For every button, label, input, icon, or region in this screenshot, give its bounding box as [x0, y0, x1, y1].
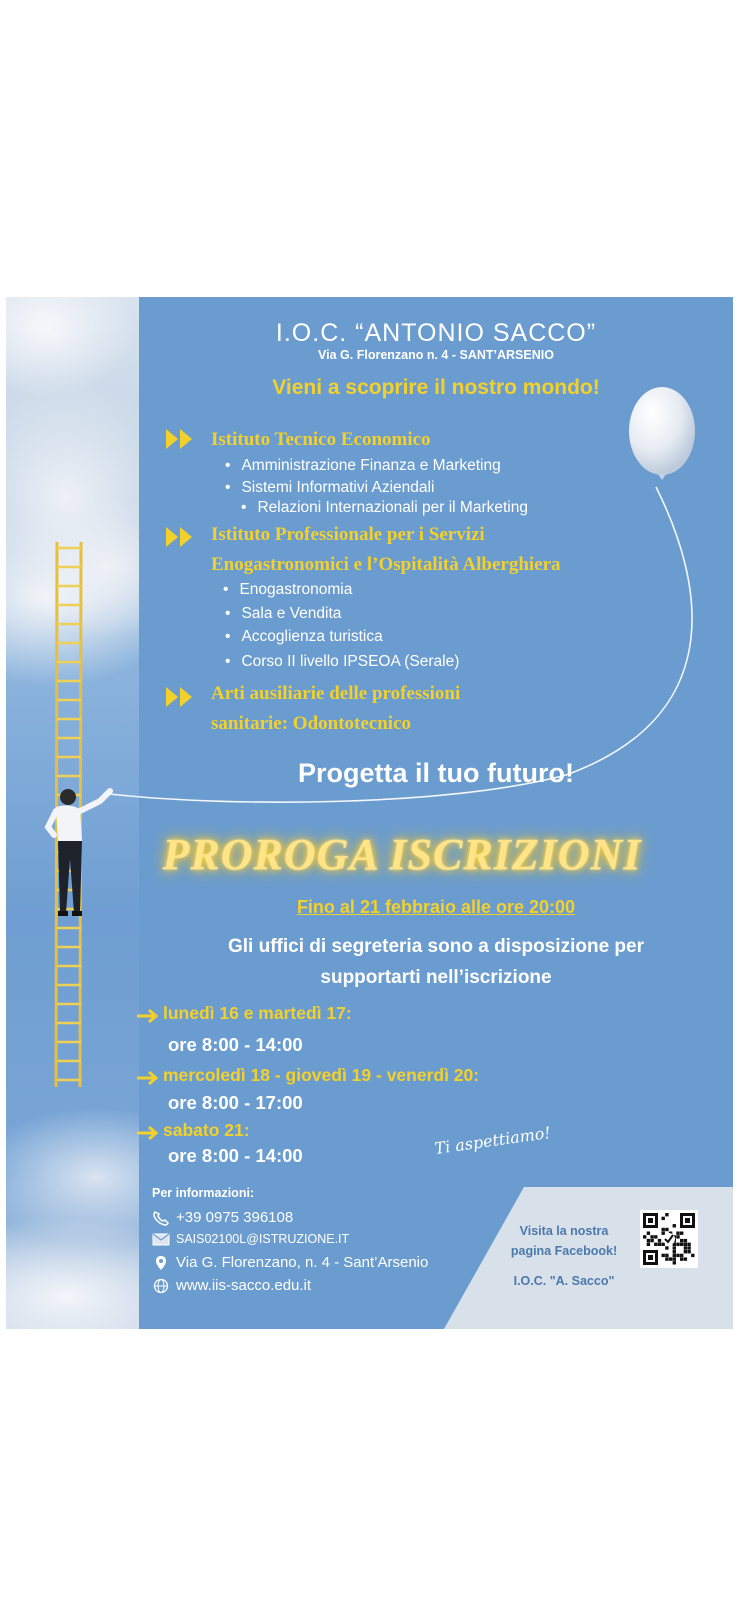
section-title-arti: Arti ausiliarie delle professioni: [211, 683, 461, 704]
arrow-right-icon: [136, 1125, 160, 1141]
arrow-right-icon: [136, 1008, 160, 1024]
school-address: Via G. Florenzano n. 4 - SANT’ARSENIO: [318, 348, 554, 362]
schedule-hours: ore 8:00 - 14:00: [168, 1034, 303, 1055]
phone-number: +39 0975 396108: [176, 1209, 294, 1226]
poster: [6, 297, 733, 1329]
school-name: I.O.C. “ANTONIO SACCO”: [275, 319, 597, 347]
qr-code[interactable]: [640, 1210, 698, 1268]
course-item: • Sala e Vendita: [225, 605, 341, 623]
email-row[interactable]: [152, 1231, 349, 1247]
schedule-days: sabato 21:: [163, 1120, 250, 1140]
schedule-hours: ore 8:00 - 17:00: [168, 1092, 303, 1113]
email-address: SAIS02100L@ISTRUZIONE.IT: [176, 1232, 350, 1246]
course-item: • Accoglienza turistica: [225, 628, 383, 646]
deadline-text: Fino al 21 febbraio alle ore 20:00: [296, 897, 576, 917]
play-arrow-icon: [164, 525, 200, 549]
closing-text: Ti aspettiamo!: [433, 1122, 552, 1159]
offices-text-2: supportarti nell’iscrizione: [320, 967, 552, 988]
section-title-professionale: Istituto Professionale per i Servizi: [211, 524, 485, 545]
schedule-days: lunedì 16 e martedì 17:: [163, 1003, 352, 1023]
address-row: [152, 1254, 428, 1271]
progetta-headline: Progetta il tuo futuro!: [298, 758, 574, 788]
section-title-professionale-2: Enogastronomici e l’Ospitalità Alberghiera: [211, 554, 561, 575]
course-item: • Sistemi Informativi Aziendali: [225, 479, 434, 497]
facebook-page-name: I.O.C. "A. Sacco": [513, 1274, 615, 1288]
section-title-tecnico: Istituto Tecnico Economico: [211, 429, 431, 450]
arrow-right-icon: [136, 1070, 160, 1086]
section-title-arti-2: sanitarie: Odontotecnico: [211, 713, 412, 734]
proroga-headline: PROROGA ISCRIZIONI: [162, 830, 642, 879]
course-item: • Relazioni Internazionali per il Marketing: [241, 499, 528, 517]
course-item: • Amministrazione Finanza e Marketing: [225, 457, 501, 475]
schedule-days: mercoledì 18 - giovedì 19 - venerdì 20:: [163, 1065, 480, 1085]
mail-icon: [152, 1231, 170, 1247]
info-label: Per informazioni:: [152, 1186, 255, 1200]
course-item: • Corso II livello IPSEOA (Serale): [225, 653, 459, 671]
phone-icon: [152, 1210, 170, 1226]
schedule-hours: ore 8:00 - 14:00: [168, 1145, 303, 1166]
offices-text: Gli uffici di segreteria sono a disposizione per: [228, 936, 644, 957]
website-link: www.iis-sacco.edu.it: [176, 1277, 312, 1294]
tagline: Vieni a scoprire il nostro mondo!: [272, 376, 600, 399]
globe-icon: [152, 1278, 170, 1294]
website-row[interactable]: [152, 1277, 311, 1294]
play-arrow-icon: [164, 685, 200, 709]
play-arrow-icon: [164, 427, 200, 451]
facebook-line2: pagina Facebook!: [510, 1244, 618, 1258]
course-item: • Enogastronomia: [223, 581, 352, 599]
facebook-line1: Visita la nostra: [519, 1224, 609, 1238]
location-pin-icon: [152, 1255, 170, 1271]
phone-row[interactable]: [152, 1209, 293, 1226]
address-text: Via G. Florenzano, n. 4 - Sant’Arsenio: [176, 1254, 429, 1271]
